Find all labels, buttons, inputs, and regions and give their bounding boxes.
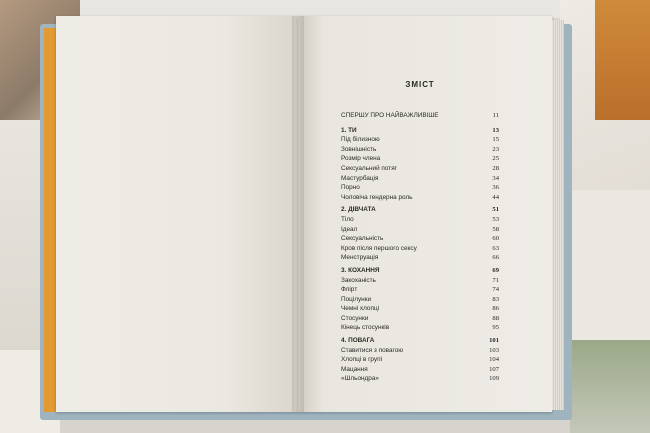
toc-entry xyxy=(341,174,499,184)
toc-entry-label: Зовнішність xyxy=(341,145,377,153)
background-green-paper xyxy=(565,340,650,433)
toc-entry-label: Чоловіча гендерна роль xyxy=(341,193,413,201)
background-drawing-right xyxy=(565,190,650,340)
toc-entry-label: Фліpт xyxy=(341,286,358,294)
toc-entry xyxy=(341,215,499,225)
toc-entry-page: 74 xyxy=(492,286,499,294)
toc-section-group xyxy=(341,205,499,263)
toc-intro xyxy=(341,111,499,121)
toc-entry-page: 25 xyxy=(492,155,499,163)
toc-entry-label: Чемні хлопці xyxy=(341,305,380,313)
toc-entry xyxy=(341,346,499,356)
toc-entry-label: Порно xyxy=(341,184,360,192)
toc-entry-label: Розмір члена xyxy=(341,155,381,163)
toc-entry xyxy=(341,135,499,145)
toc-entry-page: 15 xyxy=(492,136,499,144)
toc-entry-label: Кров після першого сексу xyxy=(341,244,417,252)
toc-entry-page: 103 xyxy=(489,346,499,354)
toc-entry-label: Ідеал xyxy=(341,225,358,233)
toc-entry-page: 107 xyxy=(489,365,499,373)
toc-entry-label: Сексуальний потяг xyxy=(341,164,398,172)
toc-section-heading xyxy=(341,336,499,346)
book-gutter xyxy=(292,16,304,412)
toc-entry-label: Закоханість xyxy=(341,276,376,284)
toc-section-group xyxy=(341,336,499,384)
toc-section-heading xyxy=(341,126,499,136)
toc-section-label: 4. ПОВАГА xyxy=(341,337,375,345)
book-cover-orange-edge xyxy=(44,28,56,412)
toc-entry xyxy=(341,164,499,174)
toc-entry-page: 88 xyxy=(492,314,499,322)
toc-section-heading xyxy=(341,205,499,215)
toc-entry-label: Під білизною xyxy=(341,136,380,144)
toc-section-label: 1. ТИ xyxy=(341,126,357,134)
toc-entry-page: 71 xyxy=(492,276,499,284)
background-orange-object xyxy=(595,0,650,120)
background-bottom-strip xyxy=(60,418,570,433)
toc-entry xyxy=(341,183,499,193)
toc-entry-label: Сексуальність xyxy=(341,235,384,243)
toc-entry-page: 60 xyxy=(492,235,499,243)
toc-entry-page: 53 xyxy=(492,215,499,223)
toc-entry xyxy=(341,253,499,263)
toc-intro-page: 11 xyxy=(492,112,499,119)
toc-entry-label: Хлопці в групі xyxy=(341,356,382,364)
toc-entry-page: 66 xyxy=(492,254,499,262)
toc-entry-label: Ставитися з повагою xyxy=(341,346,404,354)
toc-entry xyxy=(341,314,499,324)
toc-entry-label: Тіло xyxy=(341,215,354,223)
toc-title: ЗМІСТ xyxy=(405,80,435,89)
toc-section-group xyxy=(341,126,499,203)
toc-intro-label: СПЕРШУ ПРО НАЙВАЖЛИВІШЕ xyxy=(341,112,439,119)
toc-section-page: 13 xyxy=(492,126,499,134)
toc-entry xyxy=(341,323,499,333)
toc-section-page: 51 xyxy=(492,206,499,214)
toc-entry-label: Мацання xyxy=(341,365,368,373)
toc-entry xyxy=(341,244,499,254)
left-page xyxy=(56,16,298,412)
toc-section-page: 69 xyxy=(492,266,499,274)
page-edges xyxy=(552,20,564,410)
toc-section-label: 2. ДІВЧАТА xyxy=(341,206,376,214)
toc-entry xyxy=(341,304,499,314)
toc-entry xyxy=(341,193,499,203)
toc-entry-page: 34 xyxy=(492,174,499,182)
toc-entry-page: 83 xyxy=(492,295,499,303)
toc-entry-label: «Шльондра» xyxy=(341,375,379,383)
toc-entry xyxy=(341,285,499,295)
toc-entry xyxy=(341,234,499,244)
toc-entry-page: 63 xyxy=(492,244,499,252)
toc-entry-page: 95 xyxy=(492,324,499,332)
toc-entry xyxy=(341,355,499,365)
toc-entry-label: Менструація xyxy=(341,254,379,262)
toc-entry-page: 36 xyxy=(492,184,499,192)
toc-entry-label: Кінець стосунків xyxy=(341,324,390,332)
toc-sections xyxy=(341,126,499,384)
toc-section-page: 101 xyxy=(489,337,499,345)
toc-entry-page: 86 xyxy=(492,305,499,313)
toc-entry-page: 44 xyxy=(492,193,499,201)
table-of-contents xyxy=(341,80,499,387)
toc-entry xyxy=(341,295,499,305)
toc-entry xyxy=(341,154,499,164)
toc-entry-page: 58 xyxy=(492,225,499,233)
toc-section-label: 3. КОХАННЯ xyxy=(341,266,380,274)
toc-entry xyxy=(341,365,499,375)
toc-entry-label: Поцілунки xyxy=(341,295,372,303)
toc-entry xyxy=(341,145,499,155)
toc-entry-page: 109 xyxy=(489,375,499,383)
toc-section-heading xyxy=(341,266,499,276)
toc-entry-label: Стосунки xyxy=(341,314,369,322)
toc-section-group xyxy=(341,266,499,333)
toc-entry xyxy=(341,374,499,384)
toc-entry-page: 104 xyxy=(489,356,499,364)
toc-entry xyxy=(341,225,499,235)
toc-entry xyxy=(341,276,499,286)
toc-entry-page: 28 xyxy=(492,164,499,172)
toc-entry-page: 23 xyxy=(492,145,499,153)
toc-entry-label: Мастурбація xyxy=(341,174,379,182)
